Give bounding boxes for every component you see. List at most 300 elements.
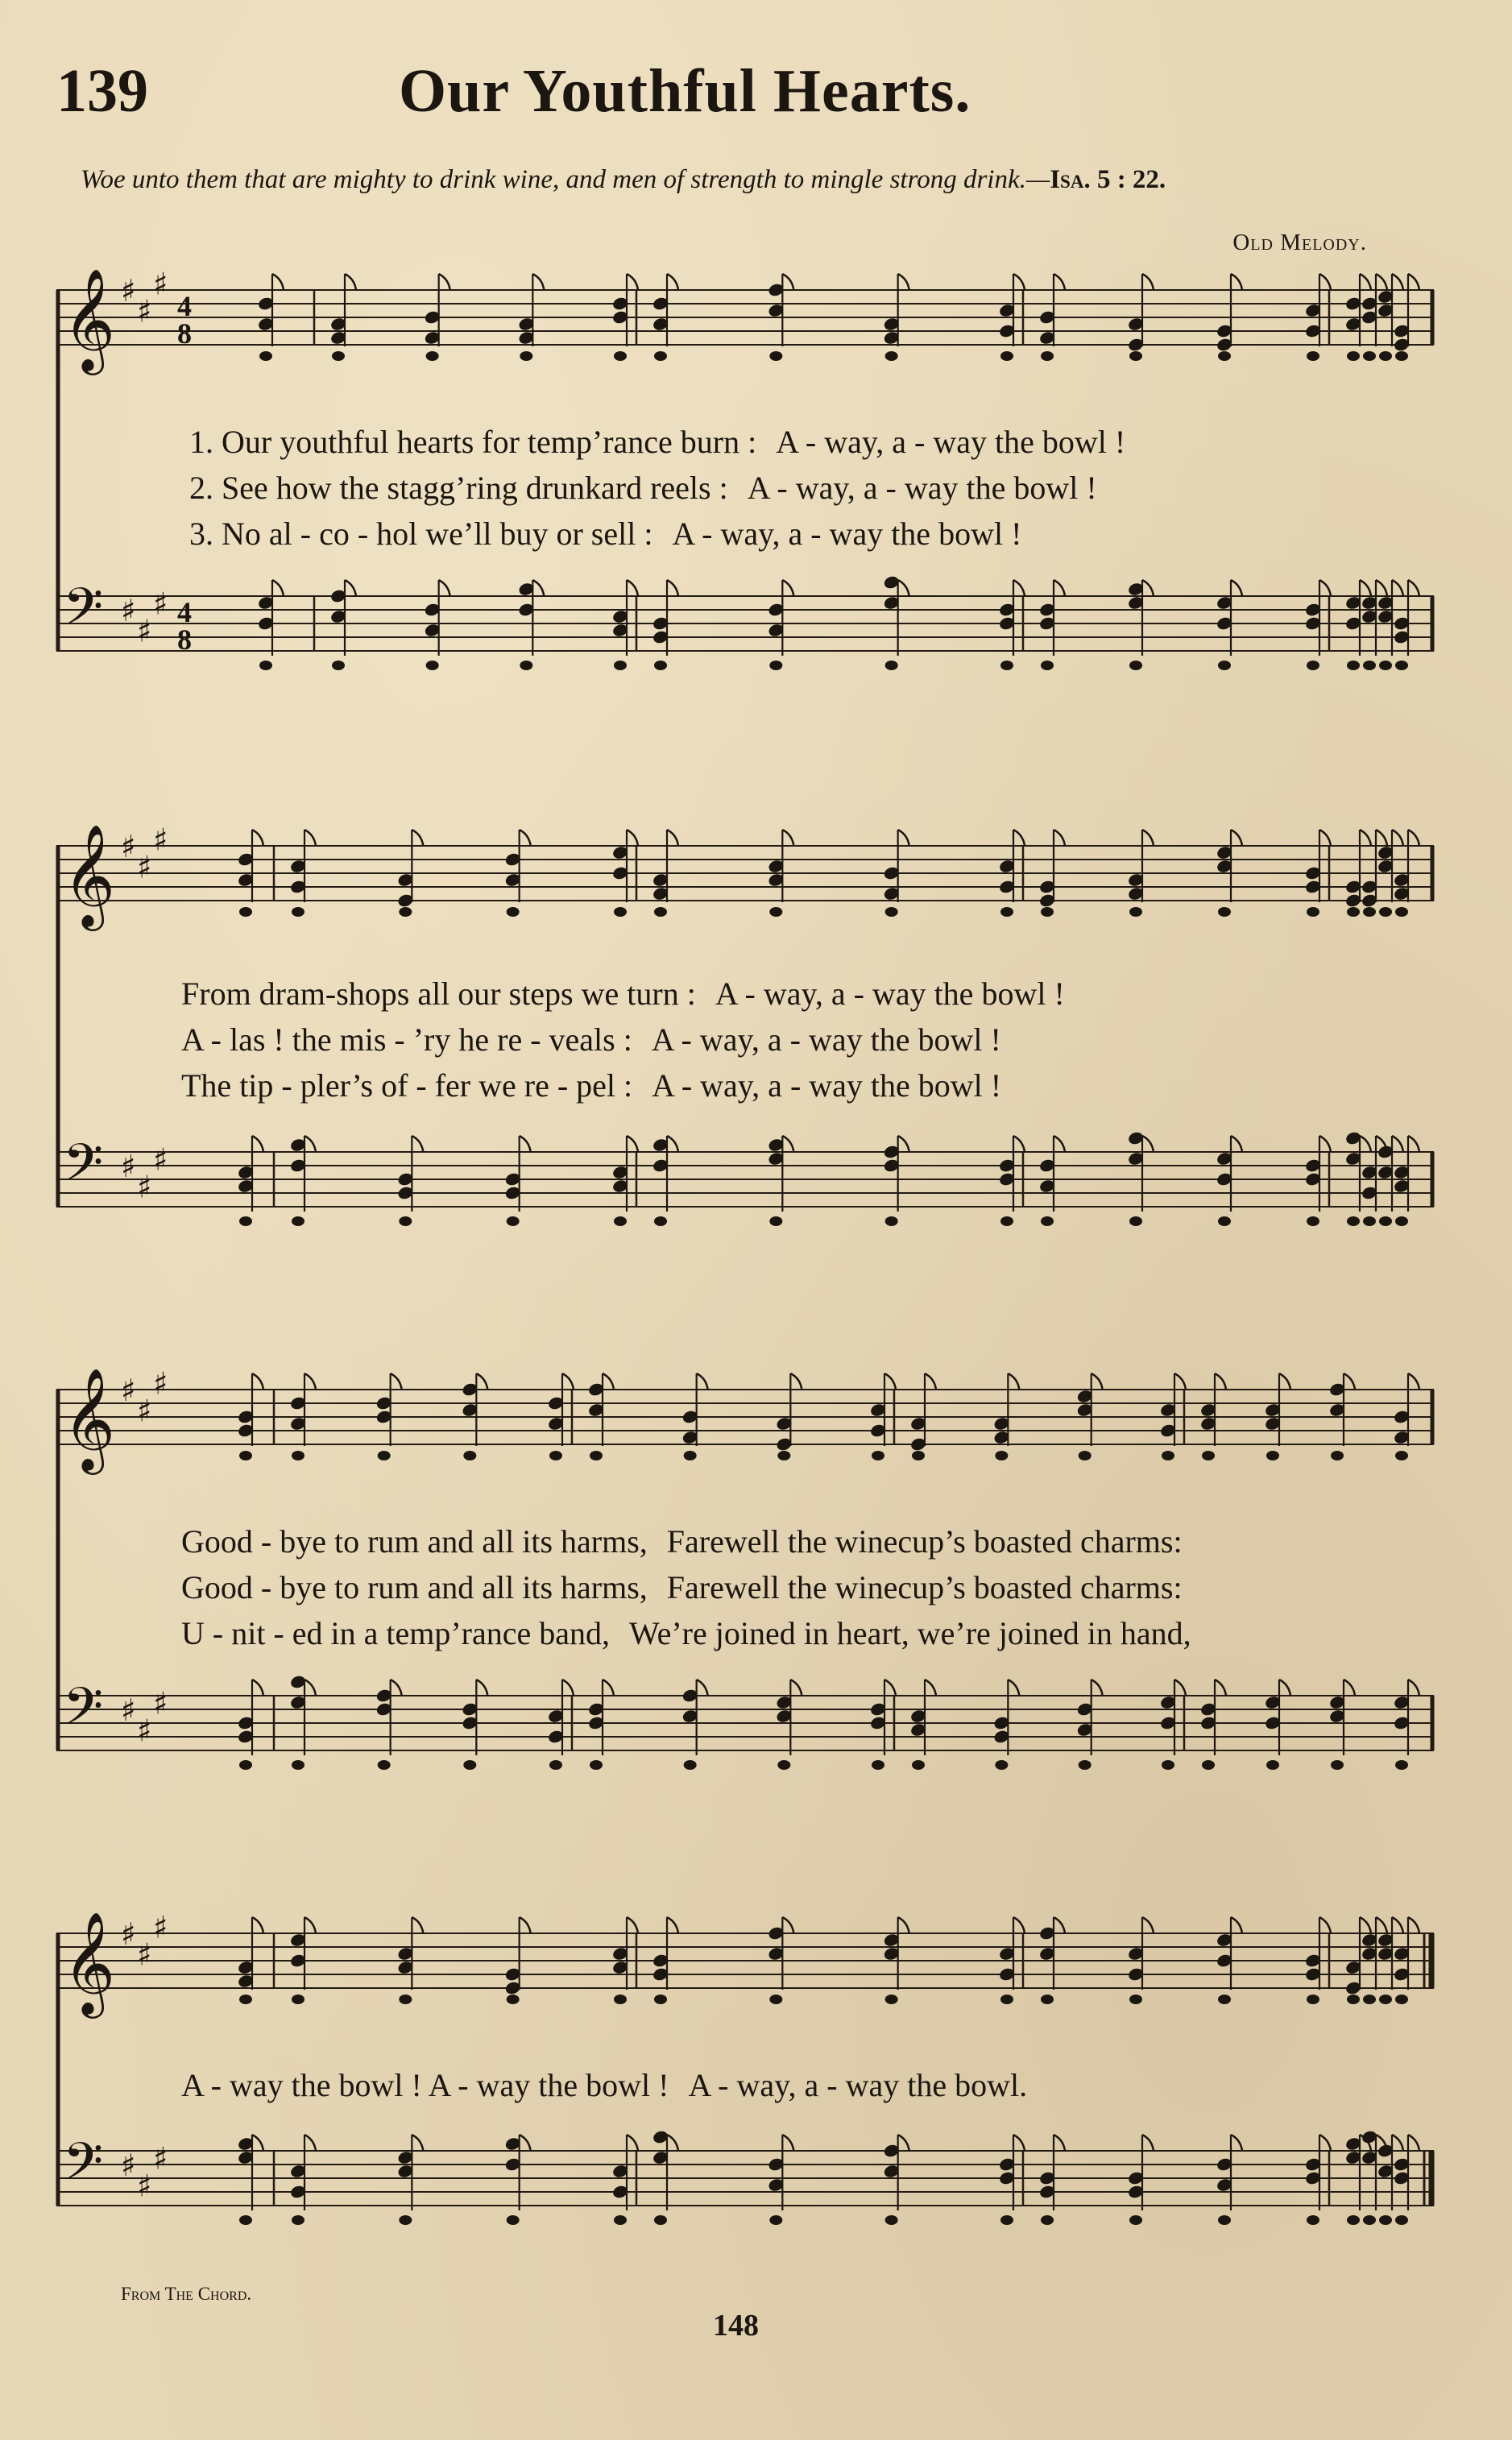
lyric-phrase-1: Good - bye to rum and all its harms, bbox=[181, 1523, 648, 1560]
note-flag bbox=[782, 830, 793, 846]
note-flag bbox=[252, 1917, 263, 1933]
note-head bbox=[777, 1760, 790, 1770]
note-flag bbox=[304, 1680, 316, 1696]
note-head bbox=[549, 1451, 562, 1460]
note-flag bbox=[1319, 1136, 1331, 1152]
note-head bbox=[885, 1216, 898, 1226]
note-flag bbox=[412, 1136, 423, 1152]
note-flag bbox=[1142, 830, 1154, 846]
note-head bbox=[1266, 1451, 1279, 1460]
note-head bbox=[1363, 907, 1376, 917]
note-head bbox=[1363, 351, 1376, 361]
note-flag bbox=[1231, 274, 1242, 290]
note-head bbox=[912, 1451, 925, 1460]
note-flag bbox=[1215, 1373, 1226, 1390]
note-head bbox=[1000, 1995, 1013, 2004]
note-head bbox=[995, 1760, 1008, 1770]
note-head bbox=[239, 2215, 252, 2225]
note-head bbox=[885, 1995, 898, 2004]
sharp-icon: ♯ bbox=[121, 593, 136, 628]
note-head bbox=[684, 1760, 697, 1770]
note-head bbox=[1307, 661, 1319, 670]
note-head bbox=[507, 1216, 520, 1226]
lyric-phrase-2: A - way, a - way the bowl. bbox=[688, 2067, 1028, 2103]
treble-staff bbox=[56, 1910, 1434, 2020]
note-flag bbox=[1319, 1917, 1331, 1933]
note-flag bbox=[562, 1680, 574, 1696]
note-head bbox=[239, 1995, 252, 2004]
note-head bbox=[1079, 1760, 1092, 1770]
note-head bbox=[769, 907, 782, 917]
note-flag bbox=[1408, 1917, 1419, 1933]
note-flag bbox=[1013, 274, 1025, 290]
note-head bbox=[654, 2215, 667, 2225]
note-flag bbox=[1092, 1680, 1103, 1696]
note-head bbox=[769, 351, 782, 361]
treble-staff bbox=[56, 822, 1434, 932]
lyric-phrase-2: Farewell the winecup’s boasted charms: bbox=[666, 1569, 1183, 1605]
note-flag bbox=[1408, 830, 1419, 846]
music-system-1 bbox=[56, 266, 1434, 757]
note-flag bbox=[304, 830, 316, 846]
note-flag bbox=[667, 1917, 678, 1933]
note-head bbox=[520, 351, 532, 361]
lyric-phrase-1: Good - bye to rum and all its harms, bbox=[181, 1569, 648, 1605]
note-head bbox=[1395, 907, 1408, 917]
sharp-icon: ♯ bbox=[153, 266, 168, 302]
sharp-icon: ♯ bbox=[121, 1692, 136, 1728]
note-head bbox=[399, 1995, 412, 2004]
note-flag bbox=[1408, 2135, 1419, 2151]
time-signature-bottom: 8 bbox=[177, 317, 192, 350]
note-flag bbox=[697, 1680, 708, 1696]
note-flag bbox=[1344, 1680, 1355, 1696]
note-flag bbox=[782, 1136, 793, 1152]
note-flag bbox=[667, 1136, 678, 1152]
tune-name: Old Melody. bbox=[1232, 230, 1367, 255]
note-head bbox=[507, 907, 520, 917]
treble-staff bbox=[56, 267, 1434, 376]
note-flag bbox=[272, 274, 284, 290]
note-head bbox=[1379, 661, 1392, 670]
note-flag bbox=[667, 2135, 678, 2151]
note-flag bbox=[1408, 1136, 1419, 1152]
note-head bbox=[292, 907, 304, 917]
sharp-icon: ♯ bbox=[153, 1141, 168, 1178]
note-flag bbox=[1054, 1136, 1065, 1152]
note-flag bbox=[790, 1680, 802, 1696]
note-head bbox=[292, 2215, 304, 2225]
note-flag bbox=[412, 2135, 423, 2151]
lyric-line-verse-3 bbox=[181, 1067, 1001, 1104]
note-head bbox=[463, 1760, 476, 1770]
note-head bbox=[614, 661, 627, 670]
sharp-icon: ♯ bbox=[153, 586, 168, 622]
note-flag bbox=[1392, 2135, 1403, 2151]
note-flag bbox=[884, 1680, 896, 1696]
lyric-phrase-2: A - way, a - way the bowl ! bbox=[652, 1067, 1002, 1104]
bass-clef-icon: 𝄢 bbox=[63, 1677, 104, 1750]
sharp-icon: ♯ bbox=[153, 822, 168, 858]
note-flag bbox=[782, 580, 793, 596]
note-head bbox=[378, 1760, 391, 1770]
note-head bbox=[1379, 2215, 1392, 2225]
sharp-icon: ♯ bbox=[121, 1373, 136, 1408]
note-flag bbox=[1408, 1680, 1419, 1696]
note-flag bbox=[1392, 274, 1403, 290]
note-head bbox=[614, 351, 627, 361]
note-head bbox=[590, 1451, 603, 1460]
sharp-icon: ♯ bbox=[153, 2140, 168, 2177]
note-head bbox=[654, 1216, 667, 1226]
note-head bbox=[1000, 351, 1013, 361]
note-flag bbox=[1142, 1917, 1154, 1933]
note-flag bbox=[1319, 2135, 1331, 2151]
note-head bbox=[1347, 1216, 1360, 1226]
note-flag bbox=[627, 2135, 638, 2151]
note-flag bbox=[562, 1373, 574, 1390]
bass-staff bbox=[56, 1674, 1434, 1770]
note-flag bbox=[304, 1917, 316, 1933]
note-flag bbox=[412, 1917, 423, 1933]
note-head bbox=[1347, 2215, 1360, 2225]
note-flag bbox=[1013, 2135, 1025, 2151]
note-head bbox=[1000, 1216, 1013, 1226]
note-flag bbox=[925, 1680, 936, 1696]
note-head bbox=[1041, 661, 1054, 670]
note-head bbox=[1129, 907, 1142, 917]
note-flag bbox=[252, 830, 263, 846]
lyric-phrase-1: 2. See how the stagg’ring drunkard reels : bbox=[189, 470, 728, 506]
page-number: 148 bbox=[713, 2309, 759, 2343]
note-flag bbox=[532, 580, 544, 596]
note-flag bbox=[532, 274, 544, 290]
treble-clef-icon: 𝄞 bbox=[63, 267, 116, 371]
note-flag bbox=[898, 830, 909, 846]
bass-clef-icon: 𝄢 bbox=[63, 1133, 104, 1206]
note-head bbox=[769, 1216, 782, 1226]
lyric-phrase-2: Farewell the winecup’s boasted charms: bbox=[666, 1523, 1183, 1560]
note-head bbox=[912, 1760, 925, 1770]
note-flag bbox=[1231, 1917, 1242, 1933]
note-head bbox=[378, 1451, 391, 1460]
note-head bbox=[426, 351, 439, 361]
note-flag bbox=[345, 274, 356, 290]
note-head bbox=[1379, 1995, 1392, 2004]
note-head bbox=[654, 661, 667, 670]
note-head bbox=[1331, 1760, 1344, 1770]
note-head bbox=[1041, 351, 1054, 361]
note-flag bbox=[667, 580, 678, 596]
lyric-line-verse-1 bbox=[181, 2066, 1027, 2104]
note-flag bbox=[272, 580, 284, 596]
time-signature-bottom: 8 bbox=[177, 623, 192, 656]
note-flag bbox=[1319, 830, 1331, 846]
sharp-icon: ♯ bbox=[121, 273, 136, 309]
note-flag bbox=[1142, 2135, 1154, 2151]
music-system-2 bbox=[56, 822, 1434, 1313]
note-head bbox=[1041, 907, 1054, 917]
note-head bbox=[1129, 1995, 1142, 2004]
note-head bbox=[1363, 1995, 1376, 2004]
sharp-icon: ♯ bbox=[137, 1393, 152, 1429]
note-head bbox=[885, 661, 898, 670]
note-head bbox=[684, 1451, 697, 1460]
note-flag bbox=[898, 2135, 909, 2151]
note-head bbox=[1307, 1216, 1319, 1226]
note-flag bbox=[1231, 580, 1242, 596]
sharp-icon: ♯ bbox=[137, 2168, 152, 2204]
bass-staff bbox=[56, 574, 1434, 670]
lyric-phrase-1: 3. No al - co - hol we’ll buy or sell : bbox=[189, 516, 653, 552]
note-head bbox=[1379, 1216, 1392, 1226]
note-flag bbox=[790, 1373, 802, 1390]
note-head bbox=[1307, 1995, 1319, 2004]
note-head bbox=[332, 661, 345, 670]
note-head bbox=[1266, 1760, 1279, 1770]
note-head bbox=[292, 1995, 304, 2004]
sharp-icon: ♯ bbox=[137, 613, 152, 649]
note-flag bbox=[627, 580, 638, 596]
hymn-title: Our Youthful Hearts. bbox=[399, 57, 971, 125]
note-flag bbox=[1008, 1373, 1019, 1390]
note-head bbox=[777, 1451, 790, 1460]
note-head bbox=[1218, 907, 1231, 917]
note-flag bbox=[782, 1917, 793, 1933]
sharp-icon: ♯ bbox=[121, 829, 136, 864]
note-flag bbox=[476, 1680, 487, 1696]
note-head bbox=[1331, 1451, 1344, 1460]
note-head bbox=[1395, 1451, 1408, 1460]
lyric-phrase-1: 1. Our youthful hearts for temp’rance burn : bbox=[189, 424, 757, 460]
note-head bbox=[239, 1216, 252, 1226]
note-head bbox=[239, 1451, 252, 1460]
note-head bbox=[769, 661, 782, 670]
note-flag bbox=[304, 1136, 316, 1152]
note-head bbox=[1307, 907, 1319, 917]
bass-clef-icon: 𝄢 bbox=[63, 578, 104, 650]
sharp-icon: ♯ bbox=[121, 1149, 136, 1184]
note-flag bbox=[1392, 1917, 1403, 1933]
note-head bbox=[1202, 1451, 1215, 1460]
note-flag bbox=[1408, 580, 1419, 596]
time-signature-top: 4 bbox=[177, 596, 192, 628]
note-head bbox=[292, 1451, 304, 1460]
note-flag bbox=[603, 1373, 614, 1390]
note-head bbox=[614, 1995, 627, 2004]
bass-staff bbox=[56, 1130, 1434, 1226]
note-head bbox=[654, 1995, 667, 2004]
note-flag bbox=[1142, 1136, 1154, 1152]
note-flag bbox=[1231, 2135, 1242, 2151]
lyric-phrase-1: A - las ! the mis - ’ry he re - veals : bbox=[181, 1021, 632, 1058]
note-flag bbox=[439, 274, 450, 290]
treble-staff bbox=[56, 1366, 1434, 1476]
note-head bbox=[292, 1760, 304, 1770]
scripture-epigraph bbox=[81, 165, 1434, 195]
epigraph-reference: Isa. 5 : 22. bbox=[1050, 165, 1166, 194]
note-head bbox=[1218, 351, 1231, 361]
note-head bbox=[399, 1216, 412, 1226]
music-system-3 bbox=[56, 1365, 1434, 1857]
note-head bbox=[1218, 661, 1231, 670]
note-flag bbox=[1174, 1680, 1186, 1696]
note-head bbox=[1000, 907, 1013, 917]
note-head bbox=[1129, 2215, 1142, 2225]
note-head bbox=[259, 351, 272, 361]
sharp-icon: ♯ bbox=[137, 1937, 152, 1973]
note-flag bbox=[1408, 274, 1419, 290]
note-flag bbox=[782, 2135, 793, 2151]
note-head bbox=[399, 907, 412, 917]
lyric-line-verse-1 bbox=[181, 975, 1065, 1013]
note-flag bbox=[1344, 1373, 1355, 1390]
note-flag bbox=[1360, 1917, 1371, 1933]
note-flag bbox=[520, 1136, 531, 1152]
bass-staff bbox=[56, 2129, 1434, 2225]
note-head bbox=[1079, 1451, 1092, 1460]
note-head bbox=[1347, 661, 1360, 670]
lyric-phrase-1: The tip - pler’s of - fer we re - pel : bbox=[181, 1067, 633, 1104]
note-flag bbox=[1376, 1917, 1387, 1933]
note-flag bbox=[667, 274, 678, 290]
note-head bbox=[1218, 1995, 1231, 2004]
sharp-icon: ♯ bbox=[137, 293, 152, 329]
note-flag bbox=[603, 1680, 614, 1696]
sharp-icon: ♯ bbox=[137, 1169, 152, 1205]
note-flag bbox=[1231, 1136, 1242, 1152]
note-flag bbox=[1376, 830, 1387, 846]
note-flag bbox=[1008, 1680, 1019, 1696]
epigraph-text: Woe unto them that are mighty to drink wine, and men of strength to mingle strong drink.— bbox=[81, 165, 1050, 194]
note-head bbox=[1041, 1995, 1054, 2004]
note-head bbox=[995, 1451, 1008, 1460]
note-flag bbox=[391, 1373, 402, 1390]
sharp-icon: ♯ bbox=[121, 2148, 136, 2183]
note-head bbox=[259, 661, 272, 670]
lyric-phrase-2: We’re joined in heart, we’re joined in hand, bbox=[629, 1615, 1191, 1651]
lyric-phrase-1: From dram-shops all our steps we turn : bbox=[181, 976, 696, 1012]
note-head bbox=[1395, 661, 1408, 670]
note-head bbox=[885, 351, 898, 361]
lyric-line-verse-1 bbox=[189, 423, 1125, 461]
note-flag bbox=[520, 2135, 531, 2151]
note-head bbox=[1218, 1216, 1231, 1226]
note-head bbox=[769, 1995, 782, 2004]
note-head bbox=[1000, 2215, 1013, 2225]
note-flag bbox=[1376, 580, 1387, 596]
note-flag bbox=[627, 1917, 638, 1933]
note-head bbox=[507, 2215, 520, 2225]
note-head bbox=[1363, 1216, 1376, 1226]
note-head bbox=[1307, 351, 1319, 361]
time-signature-top: 4 bbox=[177, 290, 192, 322]
note-head bbox=[1363, 661, 1376, 670]
note-flag bbox=[782, 274, 793, 290]
sharp-icon: ♯ bbox=[153, 1685, 168, 1721]
note-flag bbox=[667, 830, 678, 846]
note-flag bbox=[697, 1373, 708, 1390]
note-head bbox=[239, 1760, 252, 1770]
lyric-phrase-2: A - way, a - way the bowl ! bbox=[776, 424, 1126, 460]
note-head bbox=[1129, 1216, 1142, 1226]
note-head bbox=[1395, 1216, 1408, 1226]
note-head bbox=[1347, 351, 1360, 361]
note-flag bbox=[520, 830, 531, 846]
note-head bbox=[1395, 2215, 1408, 2225]
note-head bbox=[1395, 1995, 1408, 2004]
note-flag bbox=[1142, 580, 1154, 596]
note-flag bbox=[627, 274, 638, 290]
note-head bbox=[1162, 1760, 1174, 1770]
note-flag bbox=[925, 1373, 936, 1390]
source-credit: From The Chord. bbox=[121, 2284, 252, 2304]
note-head bbox=[239, 907, 252, 917]
note-flag bbox=[627, 1136, 638, 1152]
note-flag bbox=[1319, 274, 1331, 290]
treble-clef-icon: 𝄞 bbox=[63, 1911, 116, 2014]
lyric-phrase-1: U - nit - ed in a temp’rance band, bbox=[181, 1615, 611, 1651]
note-flag bbox=[1376, 274, 1387, 290]
note-head bbox=[520, 661, 532, 670]
note-flag bbox=[898, 1917, 909, 1933]
note-flag bbox=[898, 274, 909, 290]
lyric-phrase-2: A - way, a - way the bowl ! bbox=[672, 516, 1022, 552]
note-flag bbox=[252, 1680, 263, 1696]
note-head bbox=[769, 2215, 782, 2225]
sharp-icon: ♯ bbox=[137, 1713, 152, 1749]
note-flag bbox=[898, 1136, 909, 1152]
note-head bbox=[1379, 351, 1392, 361]
note-head bbox=[1129, 661, 1142, 670]
note-flag bbox=[1279, 1373, 1290, 1390]
sharp-icon: ♯ bbox=[121, 1916, 136, 1952]
note-head bbox=[1162, 1451, 1174, 1460]
note-flag bbox=[1360, 1136, 1371, 1152]
note-flag bbox=[1360, 830, 1371, 846]
note-head bbox=[399, 2215, 412, 2225]
treble-clef-icon: 𝄞 bbox=[63, 1367, 116, 1470]
note-head bbox=[654, 907, 667, 917]
note-head bbox=[885, 907, 898, 917]
bass-clef-icon: 𝄢 bbox=[63, 2132, 104, 2205]
note-flag bbox=[1408, 1373, 1419, 1390]
note-head bbox=[1347, 907, 1360, 917]
note-flag bbox=[252, 1136, 263, 1152]
note-head bbox=[292, 1216, 304, 1226]
note-head bbox=[885, 2215, 898, 2225]
note-flag bbox=[1054, 580, 1065, 596]
note-head bbox=[1395, 351, 1408, 361]
lyric-line-verse-2 bbox=[181, 1568, 1183, 1606]
note-head bbox=[614, 1216, 627, 1226]
note-head bbox=[507, 1995, 520, 2004]
music-system-4 bbox=[56, 1909, 1434, 2272]
note-flag bbox=[1392, 1136, 1403, 1152]
note-flag bbox=[1392, 830, 1403, 846]
note-flag bbox=[1013, 1917, 1025, 1933]
note-flag bbox=[1013, 830, 1025, 846]
note-head bbox=[614, 907, 627, 917]
note-flag bbox=[1360, 580, 1371, 596]
note-flag bbox=[1392, 580, 1403, 596]
note-head bbox=[1379, 907, 1392, 917]
note-head bbox=[872, 1760, 884, 1770]
note-head bbox=[654, 351, 667, 361]
note-head bbox=[463, 1451, 476, 1460]
note-head bbox=[549, 1760, 562, 1770]
note-flag bbox=[1092, 1373, 1103, 1390]
